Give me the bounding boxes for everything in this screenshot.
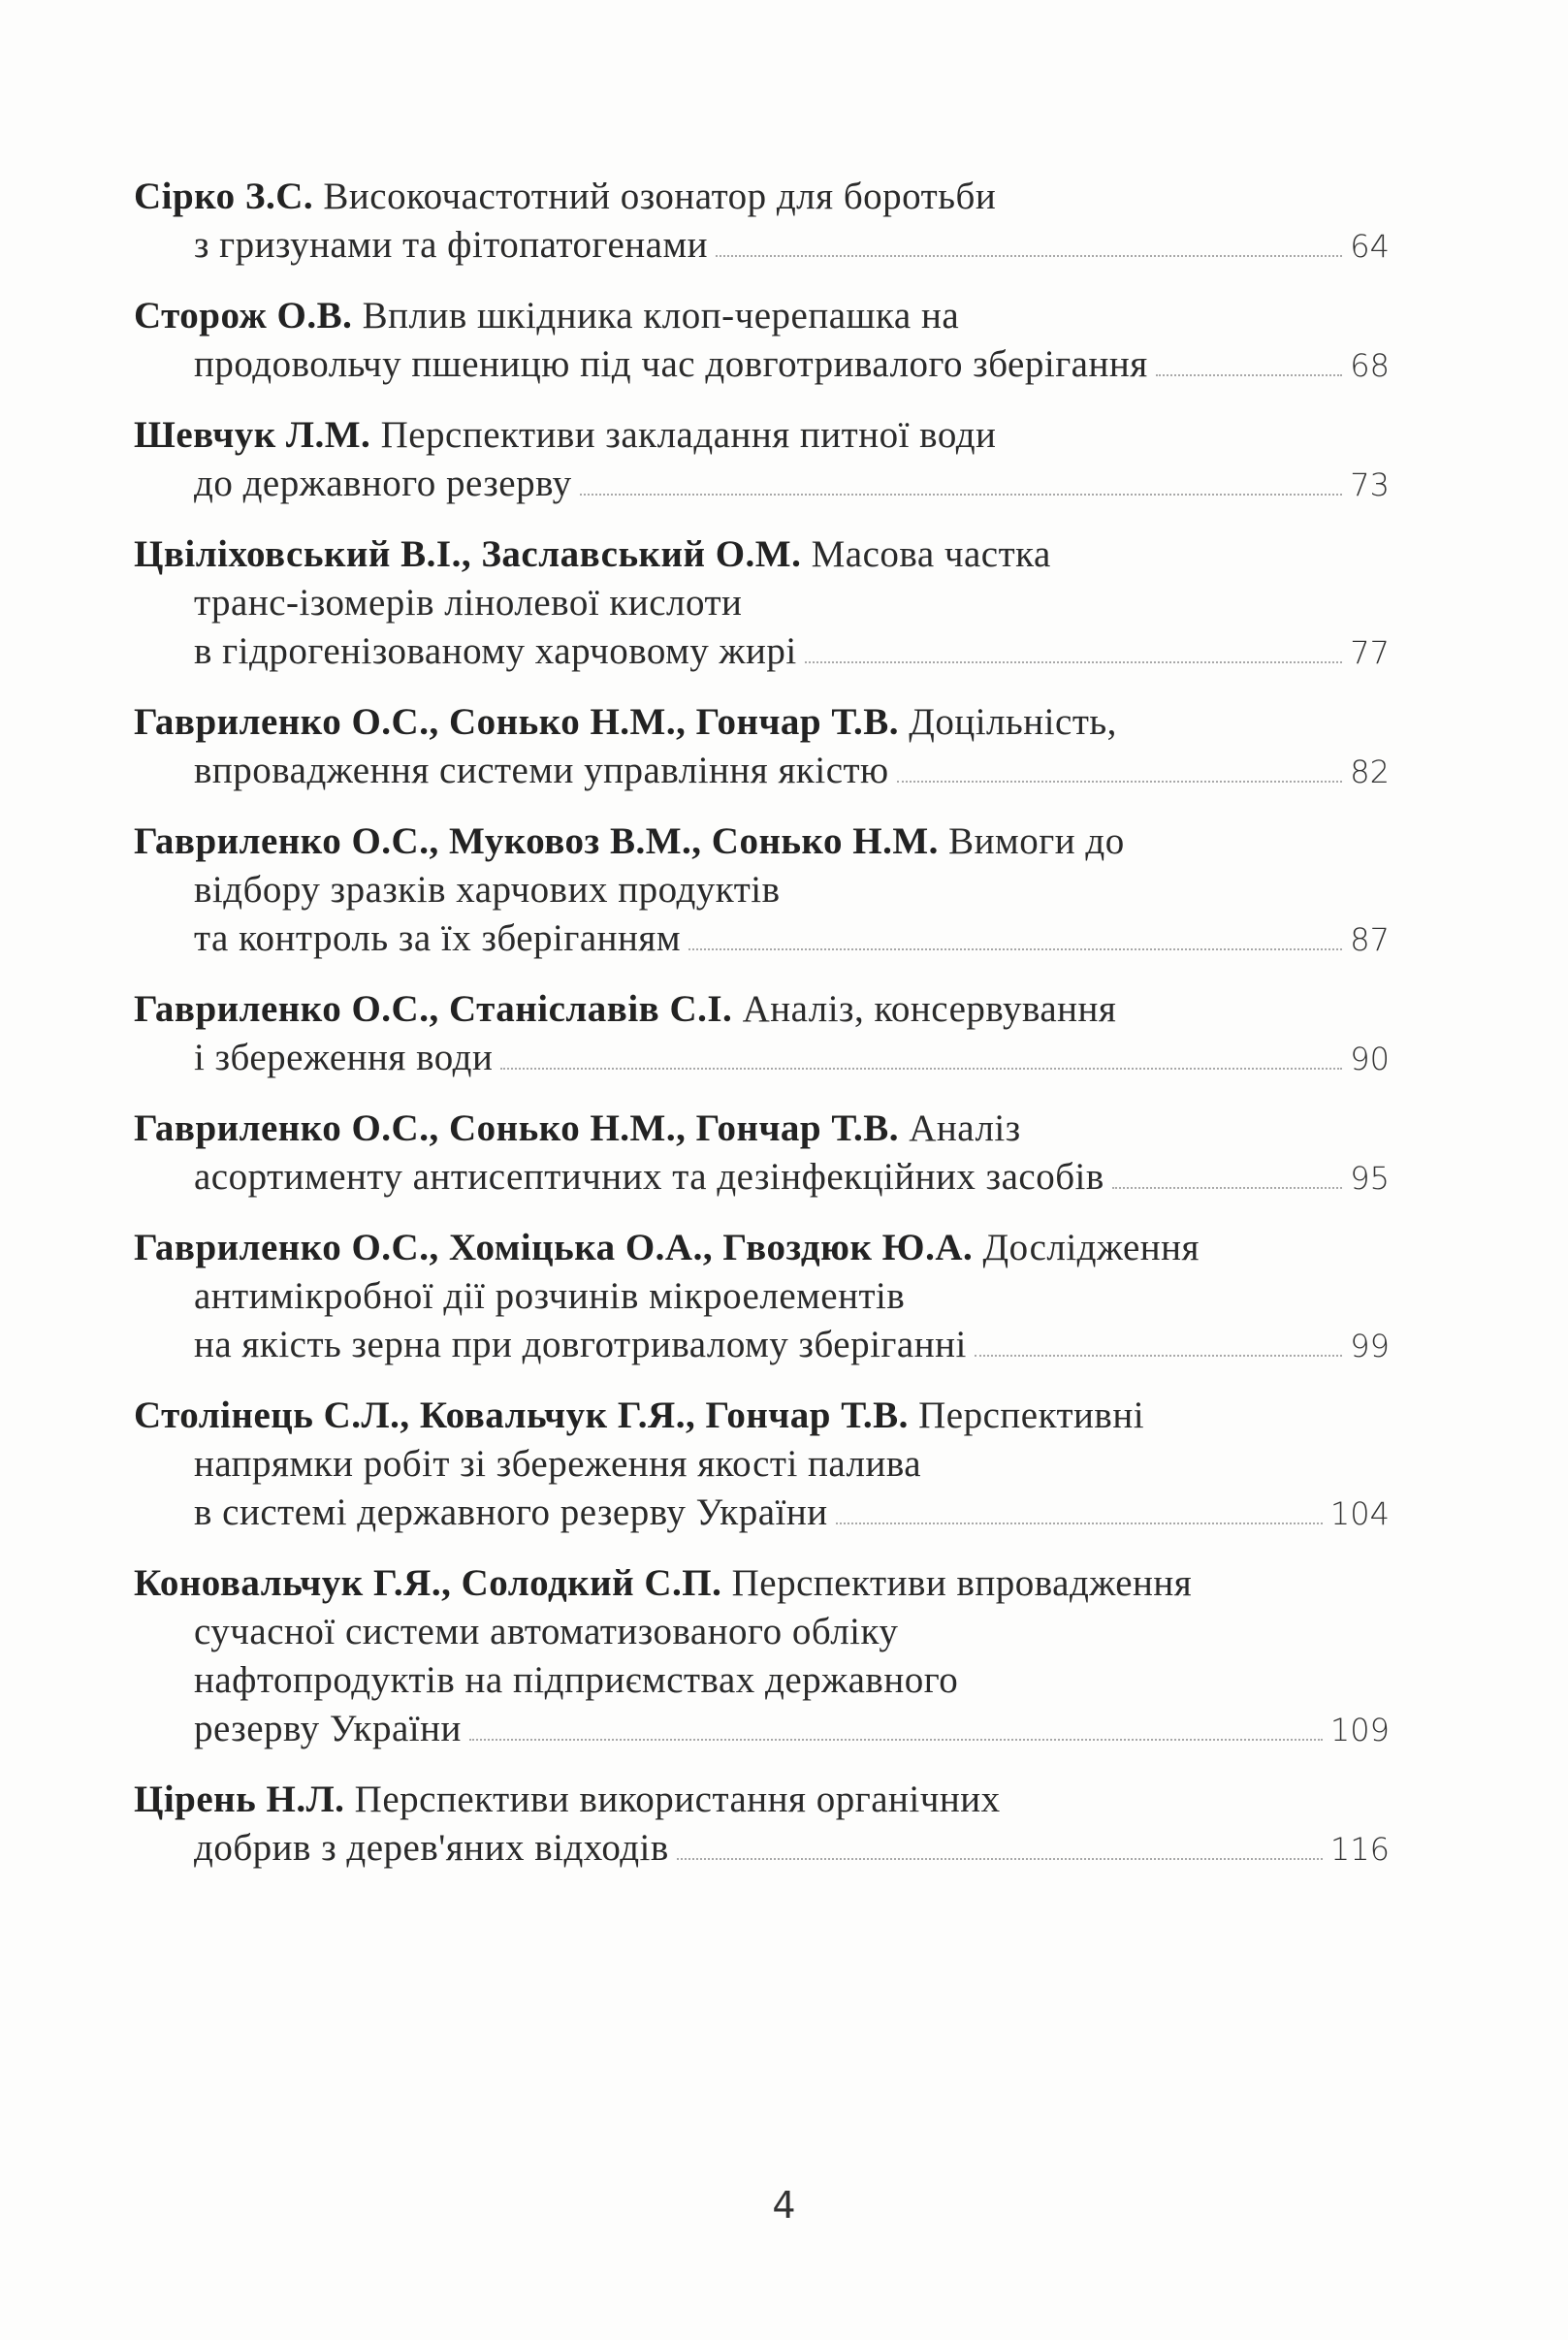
toc-entry-title-line: антимікробної дії розчинів мікроелементів	[194, 1275, 906, 1317]
toc-entry-page-number: 87	[1350, 921, 1390, 958]
toc-entry-first-line	[134, 817, 1390, 866]
leader-dots	[469, 1738, 1323, 1741]
toc-entry-authors: Сторож О.В.	[134, 295, 353, 337]
toc-entry-last-line	[134, 627, 1390, 677]
toc-entry-page-number: 73	[1350, 466, 1390, 503]
toc-entry	[134, 173, 1390, 271]
toc-entry-title-end: в системі державного резерву України	[194, 1491, 828, 1533]
toc-entry-page-number: 99	[1350, 1328, 1390, 1364]
leader-dots	[716, 254, 1342, 257]
leader-dots	[805, 660, 1343, 663]
page-number: 4	[772, 2184, 796, 2227]
toc-entry-title-line: відбору зразків харчових продуктів	[194, 869, 781, 911]
toc-entry-last-line	[134, 340, 1390, 390]
toc-entry-page-number: 109	[1329, 1712, 1390, 1748]
toc-entry	[134, 817, 1390, 964]
toc-entry-title-end: з гризунами та фітопатогенами	[194, 224, 709, 266]
toc-entry-title-end: асортименту антисептичних та дезінфекційних засобів	[194, 1156, 1104, 1198]
toc-entry-title-end: впровадження системи управління якістю	[194, 750, 889, 791]
toc-entry-title-end: і збереження води	[194, 1037, 494, 1078]
toc-entry-title-line: транс-ізомерів лінолевої кислоти	[194, 582, 743, 624]
toc-entry-authors: Гавриленко О.С., Хоміцька О.А., Гвоздюк Ю.А.	[134, 1227, 974, 1268]
toc-entry-first-line	[134, 411, 1390, 460]
toc-entry-title-start: Масова частка	[801, 533, 1051, 575]
toc-entry-authors: Цірень Н.Л.	[134, 1779, 345, 1820]
toc-entry-authors: Шевчук Л.М.	[134, 414, 371, 456]
toc-entry	[134, 1392, 1390, 1538]
toc-entry-first-line	[134, 530, 1390, 579]
toc-entry-title-start: Перспективи закладання питної води	[370, 414, 997, 456]
toc-entry-page-number: 68	[1350, 347, 1390, 384]
toc-entry-authors: Цвіліховський В.І., Заславський О.М.	[134, 533, 802, 575]
toc-entry-first-line	[134, 1105, 1390, 1153]
toc-entry-last-line	[134, 1321, 1390, 1370]
toc-entry	[134, 1224, 1390, 1370]
toc-entry-last-line	[134, 747, 1390, 796]
toc-entry-last-line	[134, 460, 1390, 509]
toc-entry-last-line	[134, 1034, 1390, 1083]
toc-entry-page-number: 77	[1350, 634, 1390, 671]
toc-entry-first-line	[134, 1224, 1390, 1272]
leader-dots	[1156, 373, 1343, 376]
toc-entry-last-line	[134, 914, 1390, 964]
toc-entry-title-start: Вимоги до	[938, 820, 1125, 862]
toc-entry-title-start: Перспективи впровадження	[721, 1562, 1193, 1604]
toc-entry-title-start: Дослідження	[973, 1227, 1200, 1268]
leader-dots	[975, 1354, 1342, 1357]
toc-entry-title-line: сучасної системи автоматизованого обліку	[194, 1611, 899, 1652]
toc-entry-last-line	[134, 1705, 1390, 1754]
toc-entry-title-end: та контроль за їх зберіганням	[194, 917, 682, 959]
toc-entry	[134, 530, 1390, 677]
toc-entry-title-start: Вплив шкідника клоп-черепашка на	[352, 295, 960, 337]
toc-entry-first-line	[134, 292, 1390, 340]
toc-entry-first-line	[134, 698, 1390, 747]
toc-entry-title-line: напрямки робіт зі збереження якості палива	[194, 1443, 922, 1485]
toc-entry-first-line	[134, 1392, 1390, 1440]
toc-entry-title-end: до державного резерву	[194, 463, 572, 504]
toc-entry-page-number: 82	[1350, 753, 1390, 790]
toc-entry-title-start: Аналіз, консервування	[732, 988, 1117, 1030]
toc-entry-title-end: продовольчу пшеницю під час довготривалого зберігання	[194, 343, 1148, 385]
leader-dots	[1112, 1186, 1342, 1189]
leader-dots	[677, 1857, 1323, 1860]
toc-entry-last-line	[134, 1489, 1390, 1538]
toc-entry	[134, 411, 1390, 509]
toc-entry	[134, 985, 1390, 1083]
toc-entry-authors: Столінець С.Л., Ковальчук Г.Я., Гончар Т.В.	[134, 1394, 909, 1436]
toc-entry-title-end: в гідрогенізованому харчовому жирі	[194, 630, 797, 672]
toc-entry-page-number: 95	[1350, 1160, 1390, 1197]
toc-entry-title-start: Перспективи використання органічних	[344, 1779, 1001, 1820]
toc-entry-last-line	[134, 1153, 1390, 1202]
toc-entry	[134, 1776, 1390, 1874]
toc-entry-title-start: Високочастотний озонатор для боротьби	[313, 176, 997, 217]
toc-entry-last-line	[134, 221, 1390, 271]
toc-entry-first-line	[134, 173, 1390, 221]
leader-dots	[897, 780, 1343, 783]
leader-dots	[688, 947, 1342, 950]
leader-dots	[580, 493, 1343, 496]
toc-entry-first-line	[134, 1776, 1390, 1824]
toc-entry-page-number: 64	[1350, 228, 1390, 265]
toc-entry-page-number: 90	[1350, 1041, 1390, 1077]
toc-entry-first-line	[134, 985, 1390, 1034]
toc-entry-authors: Гавриленко О.С., Станіславів С.І.	[134, 988, 733, 1030]
leader-dots	[836, 1522, 1323, 1524]
toc-entry-authors: Сірко З.С.	[134, 176, 314, 217]
toc-entry-title-start: Аналіз	[899, 1107, 1021, 1149]
toc-entry-authors: Гавриленко О.С., Муковоз В.М., Сонько Н.М.	[134, 820, 939, 862]
toc-entry-title-start: Доцільність,	[899, 701, 1117, 743]
toc-entry-page-number: 116	[1329, 1831, 1390, 1868]
toc-entry-first-line	[134, 1559, 1390, 1608]
toc-entry	[134, 1559, 1390, 1754]
toc-entry-authors: Гавриленко О.С., Сонько Н.М., Гончар Т.В.	[134, 701, 899, 743]
toc-entry-title-line: нафтопродуктів на підприємствах державного	[194, 1659, 959, 1701]
toc-entry-title-start: Перспективні	[908, 1394, 1145, 1436]
toc-entry	[134, 698, 1390, 796]
toc-entry	[134, 292, 1390, 390]
toc-entry	[134, 1105, 1390, 1202]
toc-entry-authors: Гавриленко О.С., Сонько Н.М., Гончар Т.В.	[134, 1107, 899, 1149]
toc-entry-page-number: 104	[1329, 1495, 1390, 1532]
toc-entry-title-end: добрив з дерев'яних відходів	[194, 1827, 669, 1869]
leader-dots	[500, 1067, 1342, 1070]
toc-entry-last-line	[134, 1824, 1390, 1874]
toc-entry-authors: Коновальчук Г.Я., Солодкий С.П.	[134, 1562, 722, 1604]
toc-entry-title-end: на якість зерна при довготривалому зберіганні	[194, 1324, 967, 1365]
toc-entry-title-end: резерву України	[194, 1708, 462, 1749]
table-of-contents	[134, 173, 1390, 1895]
